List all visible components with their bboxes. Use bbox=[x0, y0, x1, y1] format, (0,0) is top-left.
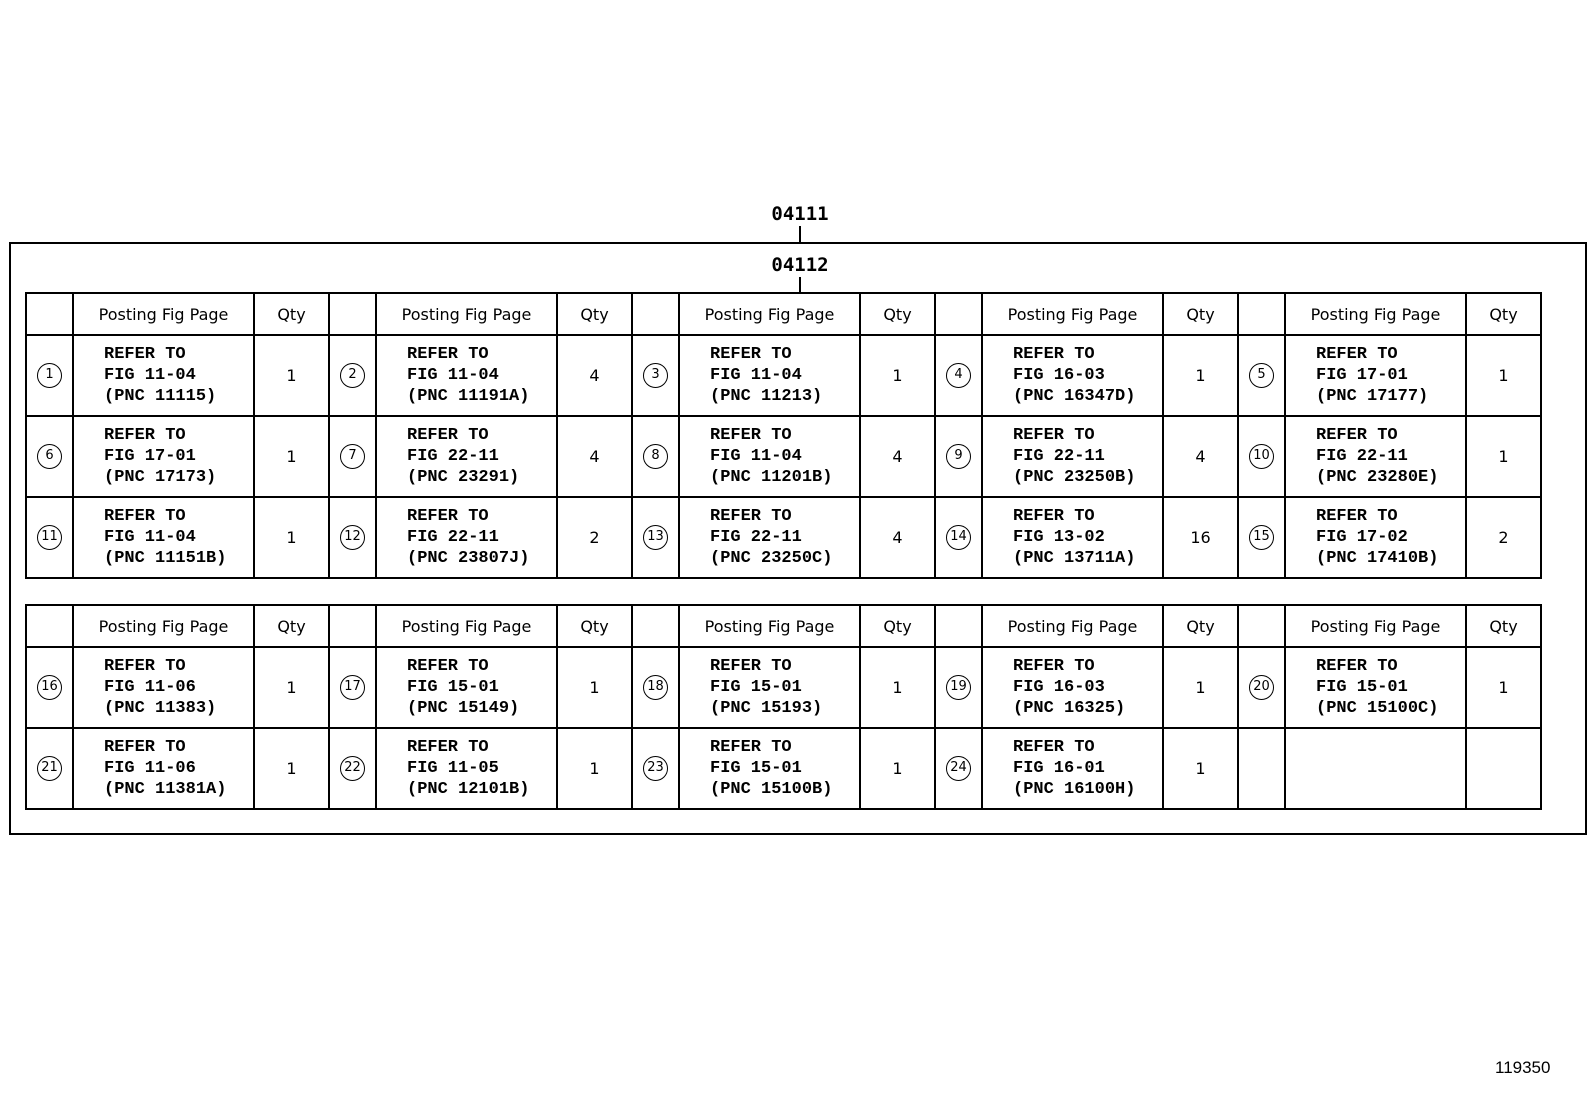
header-qty: Qty bbox=[1466, 293, 1541, 335]
fig-reference: FIG 22-11 bbox=[407, 447, 499, 466]
reference-cell bbox=[679, 497, 860, 578]
item-number-cell bbox=[632, 728, 679, 809]
refer-to-label: REFER TO bbox=[1316, 345, 1398, 364]
item-number-cell bbox=[26, 416, 73, 497]
item-number-circle: 15 bbox=[1249, 525, 1274, 550]
refer-to-label: REFER TO bbox=[104, 738, 186, 757]
header-posting-fig-page: Posting Fig Page bbox=[1285, 605, 1466, 647]
table-row bbox=[26, 335, 1541, 416]
qty-cell: 16 bbox=[1163, 497, 1238, 578]
fig-reference: FIG 11-04 bbox=[407, 366, 499, 385]
reference-cell bbox=[982, 497, 1163, 578]
pnc-reference: (PNC 17177) bbox=[1316, 387, 1429, 406]
table-row bbox=[26, 728, 1541, 809]
pnc-reference: (PNC 23280E) bbox=[1316, 468, 1439, 487]
header-number-cell bbox=[935, 605, 982, 647]
header-qty: Qty bbox=[1163, 293, 1238, 335]
pnc-reference: (PNC 23291) bbox=[407, 468, 520, 487]
item-number-circle: 12 bbox=[340, 525, 365, 550]
refer-to-label: REFER TO bbox=[1013, 657, 1095, 676]
reference-cell bbox=[376, 335, 557, 416]
fig-reference: FIG 22-11 bbox=[407, 528, 499, 547]
fig-reference: FIG 11-04 bbox=[104, 528, 196, 547]
reference-cell bbox=[1285, 416, 1466, 497]
refer-to-label: REFER TO bbox=[1013, 345, 1095, 364]
qty-cell: 1 bbox=[860, 647, 935, 728]
fig-reference: FIG 11-05 bbox=[407, 759, 499, 778]
qty-cell: 1 bbox=[254, 497, 329, 578]
fig-reference: FIG 16-03 bbox=[1013, 678, 1105, 697]
refer-to-label: REFER TO bbox=[407, 345, 489, 364]
item-number-cell bbox=[1238, 416, 1285, 497]
header-posting-fig-page: Posting Fig Page bbox=[679, 293, 860, 335]
item-number-cell bbox=[935, 497, 982, 578]
table-row bbox=[26, 497, 1541, 578]
fig-reference: FIG 16-01 bbox=[1013, 759, 1105, 778]
refer-to-label: REFER TO bbox=[710, 345, 792, 364]
pnc-reference: (PNC 11383) bbox=[104, 699, 217, 718]
refer-to-label: REFER TO bbox=[710, 507, 792, 526]
item-number-circle: 22 bbox=[340, 756, 365, 781]
pnc-reference: (PNC 11115) bbox=[104, 387, 217, 406]
item-number-circle: 6 bbox=[37, 444, 62, 469]
fig-reference: FIG 13-02 bbox=[1013, 528, 1105, 547]
header-posting-fig-page: Posting Fig Page bbox=[982, 293, 1163, 335]
table-row bbox=[26, 416, 1541, 497]
item-number-cell bbox=[935, 728, 982, 809]
item-number-circle: 1 bbox=[37, 363, 62, 388]
qty-cell: 1 bbox=[254, 416, 329, 497]
pnc-reference: (PNC 23807J) bbox=[407, 549, 530, 568]
leader-line-inner bbox=[799, 277, 801, 293]
item-number-cell bbox=[1238, 647, 1285, 728]
header-number-cell bbox=[26, 605, 73, 647]
qty-cell: 1 bbox=[1466, 647, 1541, 728]
fig-reference: FIG 22-11 bbox=[1013, 447, 1105, 466]
refer-to-label: REFER TO bbox=[104, 657, 186, 676]
refer-to-label: REFER TO bbox=[1316, 426, 1398, 445]
item-number-cell bbox=[1238, 335, 1285, 416]
refer-to-label: REFER TO bbox=[710, 657, 792, 676]
fig-reference: FIG 15-01 bbox=[1316, 678, 1408, 697]
header-posting-fig-page: Posting Fig Page bbox=[1285, 293, 1466, 335]
qty-cell: 1 bbox=[254, 647, 329, 728]
item-number-circle: 20 bbox=[1249, 675, 1274, 700]
item-number-cell bbox=[329, 728, 376, 809]
header-posting-fig-page: Posting Fig Page bbox=[73, 605, 254, 647]
header-posting-fig-page: Posting Fig Page bbox=[376, 293, 557, 335]
header-posting-fig-page: Posting Fig Page bbox=[376, 605, 557, 647]
reference-cell bbox=[679, 416, 860, 497]
refer-to-label: REFER TO bbox=[407, 738, 489, 757]
item-number-cell bbox=[935, 416, 982, 497]
item-number-cell bbox=[329, 335, 376, 416]
pnc-reference: (PNC 11191A) bbox=[407, 387, 530, 406]
item-number-cell bbox=[26, 647, 73, 728]
item-number-cell bbox=[632, 335, 679, 416]
item-number-circle: 21 bbox=[37, 756, 62, 781]
qty-cell: 1 bbox=[1466, 335, 1541, 416]
header-qty: Qty bbox=[254, 293, 329, 335]
header-qty: Qty bbox=[1466, 605, 1541, 647]
qty-cell: 1 bbox=[557, 728, 632, 809]
reference-cell bbox=[376, 647, 557, 728]
fig-reference: FIG 22-11 bbox=[1316, 447, 1408, 466]
item-number-circle: 18 bbox=[643, 675, 668, 700]
item-number-cell bbox=[329, 647, 376, 728]
fig-reference: FIG 11-06 bbox=[104, 759, 196, 778]
refer-to-label: REFER TO bbox=[710, 426, 792, 445]
header-number-cell bbox=[935, 293, 982, 335]
table-header-row bbox=[26, 605, 1541, 647]
reference-cell bbox=[73, 497, 254, 578]
reference-cell bbox=[376, 416, 557, 497]
item-number-circle: 7 bbox=[340, 444, 365, 469]
pnc-reference: (PNC 23250C) bbox=[710, 549, 833, 568]
item-number-circle: 13 bbox=[643, 525, 668, 550]
reference-cell bbox=[1285, 335, 1466, 416]
item-number-cell bbox=[329, 497, 376, 578]
item-number-circle: 8 bbox=[643, 444, 668, 469]
qty-cell: 2 bbox=[557, 497, 632, 578]
qty-cell: 1 bbox=[557, 647, 632, 728]
refer-to-label: REFER TO bbox=[1013, 507, 1095, 526]
header-number-cell bbox=[632, 605, 679, 647]
qty-cell: 2 bbox=[1466, 497, 1541, 578]
fig-reference: FIG 11-04 bbox=[710, 366, 802, 385]
reference-cell bbox=[982, 728, 1163, 809]
refer-to-label: REFER TO bbox=[1013, 426, 1095, 445]
qty-cell: 1 bbox=[860, 335, 935, 416]
qty-cell: 1 bbox=[1163, 728, 1238, 809]
qty-cell: 1 bbox=[254, 335, 329, 416]
empty-cell bbox=[1285, 728, 1466, 809]
reference-cell bbox=[73, 335, 254, 416]
header-number-cell bbox=[329, 605, 376, 647]
item-number-cell bbox=[26, 497, 73, 578]
refer-to-label: REFER TO bbox=[710, 738, 792, 757]
header-qty: Qty bbox=[1163, 605, 1238, 647]
header-posting-fig-page: Posting Fig Page bbox=[73, 293, 254, 335]
qty-cell: 4 bbox=[1163, 416, 1238, 497]
fig-reference: FIG 16-03 bbox=[1013, 366, 1105, 385]
item-number-cell bbox=[26, 335, 73, 416]
refer-to-label: REFER TO bbox=[104, 345, 186, 364]
parts-table-lower bbox=[25, 604, 1542, 810]
qty-cell: 4 bbox=[557, 416, 632, 497]
refer-to-label: REFER TO bbox=[104, 426, 186, 445]
item-number-circle: 3 bbox=[643, 363, 668, 388]
qty-cell: 1 bbox=[254, 728, 329, 809]
header-number-cell bbox=[1238, 605, 1285, 647]
pnc-reference: (PNC 16325) bbox=[1013, 699, 1126, 718]
item-number-cell bbox=[26, 728, 73, 809]
item-number-cell bbox=[1238, 497, 1285, 578]
reference-cell bbox=[73, 728, 254, 809]
header-posting-fig-page: Posting Fig Page bbox=[679, 605, 860, 647]
header-qty: Qty bbox=[860, 293, 935, 335]
fig-reference: FIG 15-01 bbox=[407, 678, 499, 697]
pnc-reference: (PNC 15149) bbox=[407, 699, 520, 718]
item-number-circle: 2 bbox=[340, 363, 365, 388]
table-header-row bbox=[26, 293, 1541, 335]
qty-cell: 1 bbox=[1163, 335, 1238, 416]
reference-cell bbox=[1285, 647, 1466, 728]
item-number-circle: 19 bbox=[946, 675, 971, 700]
reference-cell bbox=[679, 335, 860, 416]
reference-cell bbox=[73, 647, 254, 728]
item-number-circle: 10 bbox=[1249, 444, 1274, 469]
item-number-cell bbox=[632, 416, 679, 497]
reference-cell bbox=[376, 728, 557, 809]
item-number-circle: 24 bbox=[946, 756, 971, 781]
header-qty: Qty bbox=[860, 605, 935, 647]
refer-to-label: REFER TO bbox=[1316, 507, 1398, 526]
pnc-reference: (PNC 12101B) bbox=[407, 780, 530, 799]
empty-cell bbox=[1238, 728, 1285, 809]
item-number-cell bbox=[632, 647, 679, 728]
item-number-circle: 11 bbox=[37, 525, 62, 550]
item-number-cell bbox=[329, 416, 376, 497]
pnc-reference: (PNC 11381A) bbox=[104, 780, 227, 799]
fig-reference: FIG 22-11 bbox=[710, 528, 802, 547]
header-qty: Qty bbox=[557, 293, 632, 335]
refer-to-label: REFER TO bbox=[407, 507, 489, 526]
reference-cell bbox=[982, 335, 1163, 416]
item-number-circle: 23 bbox=[643, 756, 668, 781]
reference-cell bbox=[982, 647, 1163, 728]
figure-number: 119350 bbox=[1495, 1058, 1551, 1077]
item-number-cell bbox=[935, 647, 982, 728]
qty-cell: 1 bbox=[860, 728, 935, 809]
item-number-circle: 16 bbox=[37, 675, 62, 700]
refer-to-label: REFER TO bbox=[1013, 738, 1095, 757]
table-row bbox=[26, 647, 1541, 728]
item-number-circle: 14 bbox=[946, 525, 971, 550]
fig-reference: FIG 17-01 bbox=[104, 447, 196, 466]
item-number-circle: 9 bbox=[946, 444, 971, 469]
empty-cell bbox=[1466, 728, 1541, 809]
item-number-circle: 17 bbox=[340, 675, 365, 700]
pnc-reference: (PNC 13711A) bbox=[1013, 549, 1136, 568]
header-number-cell bbox=[1238, 293, 1285, 335]
reference-cell bbox=[1285, 497, 1466, 578]
header-qty: Qty bbox=[254, 605, 329, 647]
pnc-reference: (PNC 16347D) bbox=[1013, 387, 1136, 406]
pnc-reference: (PNC 11213) bbox=[710, 387, 823, 406]
header-number-cell bbox=[26, 293, 73, 335]
assembly-code-04111: 04111 bbox=[771, 203, 829, 225]
reference-cell bbox=[376, 497, 557, 578]
header-number-cell bbox=[632, 293, 679, 335]
parts-table-upper bbox=[25, 292, 1542, 579]
pnc-reference: (PNC 11151B) bbox=[104, 549, 227, 568]
fig-reference: FIG 11-06 bbox=[104, 678, 196, 697]
fig-reference: FIG 15-01 bbox=[710, 678, 802, 697]
item-number-cell bbox=[935, 335, 982, 416]
qty-cell: 4 bbox=[860, 497, 935, 578]
reference-cell bbox=[679, 647, 860, 728]
pnc-reference: (PNC 23250B) bbox=[1013, 468, 1136, 487]
refer-to-label: REFER TO bbox=[104, 507, 186, 526]
header-posting-fig-page: Posting Fig Page bbox=[982, 605, 1163, 647]
refer-to-label: REFER TO bbox=[407, 657, 489, 676]
refer-to-label: REFER TO bbox=[407, 426, 489, 445]
fig-reference: FIG 17-02 bbox=[1316, 528, 1408, 547]
reference-cell bbox=[73, 416, 254, 497]
reference-cell bbox=[982, 416, 1163, 497]
qty-cell: 4 bbox=[860, 416, 935, 497]
pnc-reference: (PNC 17410B) bbox=[1316, 549, 1439, 568]
qty-cell: 1 bbox=[1163, 647, 1238, 728]
fig-reference: FIG 11-04 bbox=[710, 447, 802, 466]
fig-reference: FIG 11-04 bbox=[104, 366, 196, 385]
item-number-cell bbox=[632, 497, 679, 578]
pnc-reference: (PNC 15100B) bbox=[710, 780, 833, 799]
header-qty: Qty bbox=[557, 605, 632, 647]
item-number-circle: 5 bbox=[1249, 363, 1274, 388]
item-number-circle: 4 bbox=[946, 363, 971, 388]
pnc-reference: (PNC 17173) bbox=[104, 468, 217, 487]
pnc-reference: (PNC 15100C) bbox=[1316, 699, 1439, 718]
qty-cell: 1 bbox=[1466, 416, 1541, 497]
pnc-reference: (PNC 11201B) bbox=[710, 468, 833, 487]
pnc-reference: (PNC 16100H) bbox=[1013, 780, 1136, 799]
pnc-reference: (PNC 15193) bbox=[710, 699, 823, 718]
reference-cell bbox=[679, 728, 860, 809]
header-number-cell bbox=[329, 293, 376, 335]
qty-cell: 4 bbox=[557, 335, 632, 416]
refer-to-label: REFER TO bbox=[1316, 657, 1398, 676]
fig-reference: FIG 17-01 bbox=[1316, 366, 1408, 385]
leader-line-top bbox=[799, 226, 801, 242]
fig-reference: FIG 15-01 bbox=[710, 759, 802, 778]
assembly-code-04112: 04112 bbox=[771, 254, 829, 276]
